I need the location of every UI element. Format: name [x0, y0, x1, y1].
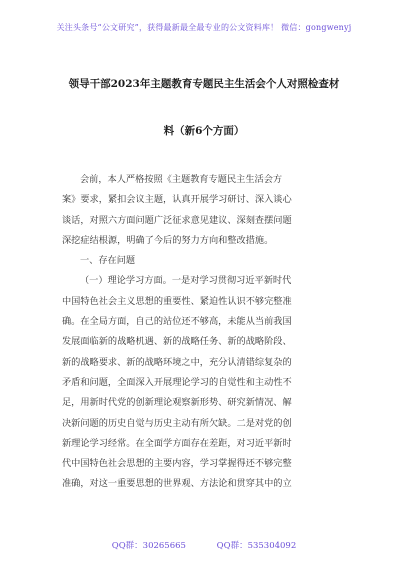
header-banner: 关注头条号“公文研究”，获得最新最全最专业的公文资料库！ 微信：gongwenyj — [56, 23, 352, 32]
body-line: （一）理论学习方面。一是对学习贯彻习近平新时代 — [80, 275, 292, 287]
document-title-line-1: 领导干部2023年主题教育专题民主生活会个人对照检查材 — [68, 78, 340, 90]
footer — [0, 539, 408, 551]
footer-qq-group-1: QQ群：30265665 — [111, 541, 186, 551]
footer-qq-group-2: QQ群：535304092 — [216, 541, 297, 551]
body-line: 准确，对这一重要思想的世界观、方法论和贯穿其中的立 — [62, 478, 292, 490]
body-line: 深挖症结根源，明确了今后的努力方向和整改措施。 — [62, 234, 274, 246]
body-line: 足，用新时代党的创新理论观察新形势、研究新情况、解 — [62, 397, 292, 409]
document-title-line-2: 料（新6个方面） — [163, 125, 245, 137]
body-line: 案》要求，紧扣会议主题，认真开展学习研讨、深入谈心 — [62, 194, 292, 206]
body-line: 会前，本人严格按照《主题教育专题民主生活会方 — [80, 174, 283, 185]
body-line: 决新问题的历史自觉与历史主动有所欠缺。二是对党的创 — [62, 417, 292, 429]
body-line: 发展面临新的战略机遇、新的战略任务、新的战略阶段、 — [62, 336, 292, 348]
document-body — [62, 170, 350, 495]
body-line: 新理论学习经常。在全面学方面存在差距，对习近平新时 — [62, 437, 292, 449]
body-line: 中国特色社会主义思想的重要性、紧迫性认识不够完整准 — [62, 295, 292, 307]
body-line: 新的战略要求、新的战略环境之中，充分认清错综复杂的 — [62, 356, 292, 368]
section-heading: 一、存在问题 — [80, 255, 136, 267]
body-line: 矛盾和问题，全面深入开展理论学习的自觉性和主动性不 — [62, 376, 292, 388]
body-line: 代中国特色社会思想的主要内容，学习掌握得还不够完整 — [62, 458, 292, 470]
body-line: 谈话，对照六方面问题广泛征求意见建议、深刻查摆问题 — [62, 214, 292, 226]
body-line: 确。在全局方面，自己的站位还不够高，未能从当前我国 — [62, 316, 292, 328]
